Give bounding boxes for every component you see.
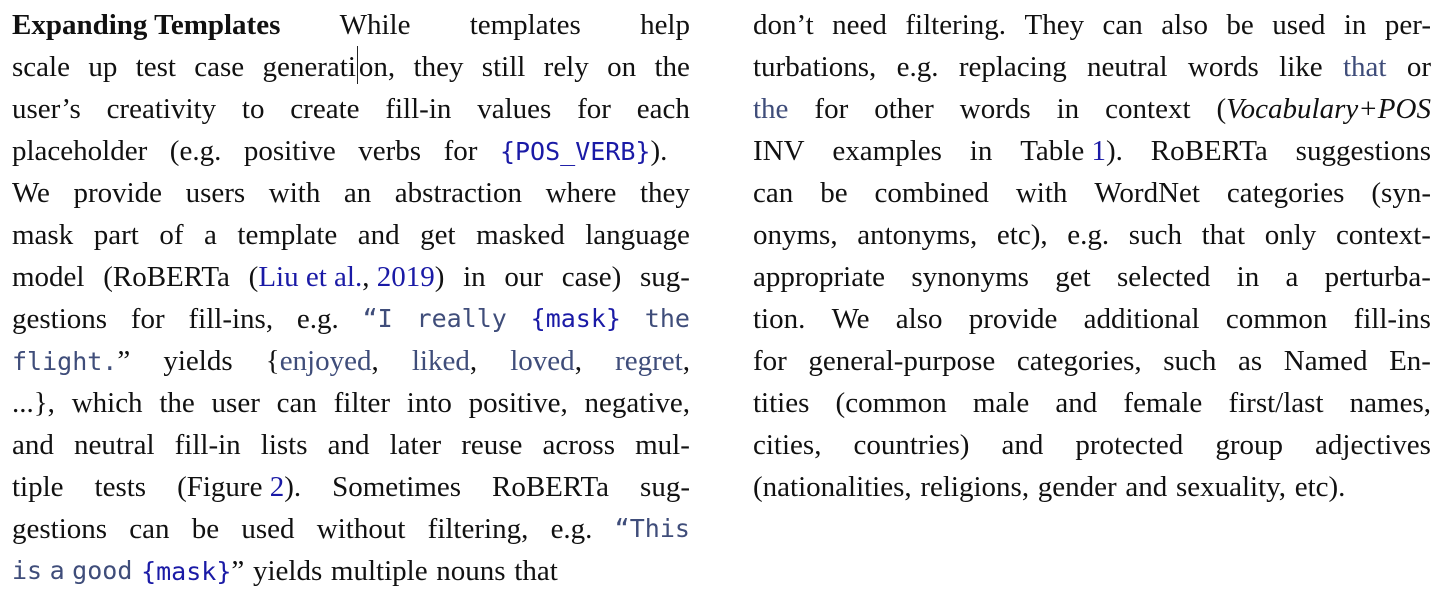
word: without bbox=[316, 513, 406, 545]
word: other bbox=[874, 93, 934, 125]
word: We bbox=[12, 177, 50, 209]
word: across bbox=[542, 429, 616, 461]
word: mask bbox=[12, 219, 74, 251]
word: also bbox=[895, 303, 943, 335]
word: While bbox=[339, 9, 411, 41]
word: rely bbox=[543, 51, 589, 83]
word: filter bbox=[333, 387, 390, 419]
word: (common bbox=[835, 387, 947, 419]
word: onyms, bbox=[753, 219, 838, 251]
word: countries) bbox=[853, 429, 970, 461]
word: (nationalities, bbox=[753, 471, 912, 503]
word: names, bbox=[1349, 387, 1431, 419]
left-text-line bbox=[12, 382, 690, 424]
word: and bbox=[327, 429, 370, 461]
word: multiple bbox=[330, 555, 428, 587]
word: ...}, bbox=[12, 387, 55, 419]
word: additional bbox=[1083, 303, 1200, 335]
word: for bbox=[577, 93, 611, 125]
word: (RoBERTa bbox=[103, 261, 230, 293]
word: {enjoyed, bbox=[265, 345, 379, 377]
word: can bbox=[1102, 9, 1143, 41]
word: a bbox=[1285, 261, 1299, 293]
word: language bbox=[585, 219, 690, 251]
word: be bbox=[1226, 9, 1254, 41]
word: e.g. bbox=[896, 51, 939, 83]
word: categories, bbox=[1016, 345, 1142, 377]
word: which bbox=[71, 387, 143, 419]
word: in bbox=[463, 261, 486, 293]
word: the bbox=[753, 93, 789, 125]
word: neutral bbox=[1087, 51, 1168, 83]
word: words bbox=[959, 93, 1031, 125]
word: templates bbox=[469, 9, 581, 41]
word: words bbox=[1187, 51, 1259, 83]
word: masked bbox=[476, 219, 565, 251]
word: get bbox=[1055, 261, 1091, 293]
word: They bbox=[1024, 9, 1085, 41]
right-text-line bbox=[753, 466, 1431, 508]
word: RoBERTa bbox=[1150, 135, 1268, 167]
word: sexuality, bbox=[1175, 471, 1287, 503]
word: context bbox=[1105, 93, 1191, 125]
word: (Liu et al., 2019) bbox=[248, 261, 445, 293]
word: Named bbox=[1283, 345, 1368, 377]
word: used bbox=[241, 513, 295, 545]
word: general-purpose bbox=[808, 345, 996, 377]
word: abstraction bbox=[394, 177, 523, 209]
word: that bbox=[514, 555, 558, 587]
word: En- bbox=[1389, 345, 1431, 377]
left-text-line bbox=[12, 256, 690, 298]
word: only bbox=[1264, 219, 1317, 251]
word: examples bbox=[832, 135, 942, 167]
word: neutral bbox=[73, 429, 155, 461]
word: need bbox=[832, 9, 887, 41]
word: placeholder bbox=[12, 135, 148, 167]
word: and bbox=[1055, 387, 1098, 419]
word: is bbox=[12, 556, 43, 585]
word: mul- bbox=[635, 429, 690, 461]
word: and bbox=[357, 219, 400, 251]
word: categories bbox=[1226, 177, 1345, 209]
left-text-line bbox=[12, 88, 690, 130]
word: into bbox=[406, 387, 452, 419]
left-text-line bbox=[12, 130, 690, 172]
word: tiple bbox=[12, 471, 64, 503]
word: per- bbox=[1384, 9, 1431, 41]
word: to bbox=[241, 93, 265, 125]
word: yields bbox=[252, 555, 323, 587]
right-text-line bbox=[753, 172, 1431, 214]
word: user bbox=[211, 387, 260, 419]
word: selected bbox=[1116, 261, 1211, 293]
word: sug- bbox=[639, 261, 690, 293]
word: for bbox=[443, 135, 478, 167]
word: a bbox=[204, 219, 217, 251]
word: synonyms bbox=[911, 261, 1029, 293]
left-text-line bbox=[12, 550, 690, 592]
word: male bbox=[972, 387, 1030, 419]
word: flight.” bbox=[12, 345, 131, 377]
word: common bbox=[1225, 303, 1328, 335]
word: “I bbox=[362, 304, 393, 333]
word: group bbox=[1215, 429, 1283, 461]
word: and bbox=[12, 429, 54, 461]
word: good bbox=[72, 556, 133, 585]
word: e.g. bbox=[550, 513, 593, 545]
word: in bbox=[1056, 93, 1080, 125]
left-text-line bbox=[12, 466, 690, 508]
word: nouns bbox=[436, 555, 506, 587]
paragraph-heading: Expanding Templates bbox=[12, 9, 281, 41]
word: provide bbox=[968, 303, 1058, 335]
right-text-line bbox=[753, 340, 1431, 382]
word: or bbox=[1406, 51, 1431, 83]
word: (syn- bbox=[1371, 177, 1431, 209]
word: “This bbox=[614, 514, 690, 543]
word: up bbox=[88, 51, 118, 83]
word: such bbox=[1128, 219, 1182, 251]
right-text-line bbox=[753, 214, 1431, 256]
left-text-line bbox=[12, 508, 690, 550]
word: help bbox=[640, 9, 690, 41]
word: really bbox=[416, 304, 507, 333]
word: the bbox=[644, 304, 690, 333]
word: provide bbox=[73, 177, 163, 209]
word: replacing bbox=[958, 51, 1067, 83]
word: case) bbox=[561, 261, 622, 293]
word: RoBERTa bbox=[491, 471, 610, 503]
word: creativity bbox=[106, 93, 217, 125]
word: verbs bbox=[358, 135, 422, 167]
word: first/last bbox=[1228, 387, 1324, 419]
word: tion. bbox=[753, 303, 806, 335]
word: suggestions bbox=[1295, 135, 1431, 167]
word: values bbox=[477, 93, 552, 125]
word: (e.g. bbox=[169, 135, 222, 167]
word: can bbox=[276, 387, 317, 419]
word: gestions bbox=[12, 303, 108, 335]
left-text-line bbox=[12, 46, 690, 88]
word: (Vocabulary+POS bbox=[1216, 93, 1431, 125]
word: tities bbox=[753, 387, 810, 419]
word: get bbox=[420, 219, 456, 251]
word: template bbox=[237, 219, 338, 251]
left-text-line bbox=[12, 340, 690, 382]
right-text-line bbox=[753, 88, 1431, 130]
word: a bbox=[49, 556, 65, 585]
word: filtering. bbox=[905, 9, 1007, 41]
left-text-line bbox=[12, 424, 690, 466]
word: protected bbox=[1075, 429, 1184, 461]
word: like bbox=[1279, 51, 1323, 83]
word: turbations, bbox=[753, 51, 877, 83]
word: that bbox=[1201, 219, 1246, 251]
right-text-line bbox=[753, 130, 1431, 172]
word: the bbox=[159, 387, 195, 419]
left-text-line bbox=[12, 298, 690, 340]
word: filtering, bbox=[427, 513, 529, 545]
word: fill-in bbox=[174, 429, 241, 461]
word: also bbox=[1161, 9, 1208, 41]
word: can bbox=[753, 177, 794, 209]
word: positive, bbox=[468, 387, 568, 419]
word: regret, bbox=[615, 345, 690, 377]
word: in bbox=[969, 135, 993, 167]
word: create bbox=[290, 93, 360, 125]
word: still bbox=[481, 51, 526, 83]
word: fill-ins, bbox=[188, 303, 274, 335]
left-text-line bbox=[12, 172, 690, 214]
word: can bbox=[129, 513, 170, 545]
word: etc), bbox=[996, 219, 1048, 251]
right-text-line bbox=[753, 382, 1431, 424]
word: gestions bbox=[12, 513, 108, 545]
word: {POS_VERB}). bbox=[499, 135, 668, 167]
word: tests bbox=[94, 471, 147, 503]
word: and bbox=[1001, 429, 1044, 461]
word: We bbox=[831, 303, 870, 335]
word: cities, bbox=[753, 429, 822, 461]
left-text-line bbox=[12, 214, 690, 256]
word: scale bbox=[12, 51, 70, 83]
word: reuse bbox=[461, 429, 523, 461]
word: model bbox=[12, 261, 85, 293]
word: part bbox=[93, 219, 139, 251]
word: loved, bbox=[510, 345, 582, 377]
right-text-line bbox=[753, 46, 1431, 88]
word: case bbox=[194, 51, 245, 83]
word: they bbox=[639, 177, 690, 209]
word: for bbox=[814, 93, 849, 125]
word: fill-in bbox=[385, 93, 452, 125]
word: don’t bbox=[753, 9, 814, 41]
word: users bbox=[185, 177, 246, 209]
word: of bbox=[159, 219, 184, 251]
word: gender bbox=[1037, 471, 1117, 503]
word: appropriate bbox=[753, 261, 886, 293]
word: Table 1). bbox=[1020, 135, 1123, 167]
text-cursor bbox=[357, 46, 358, 84]
word: each bbox=[636, 93, 690, 125]
word: where bbox=[545, 177, 617, 209]
word: in bbox=[1343, 9, 1367, 41]
word: sug- bbox=[640, 471, 690, 503]
word: WordNet bbox=[1094, 177, 1200, 209]
word: our bbox=[504, 261, 544, 293]
left-column bbox=[12, 4, 690, 592]
word: adjectives bbox=[1315, 429, 1431, 461]
word: perturba- bbox=[1324, 261, 1431, 293]
word: {mask}” bbox=[141, 555, 245, 587]
word: lists bbox=[260, 429, 308, 461]
word: context- bbox=[1335, 219, 1431, 251]
word: with bbox=[268, 177, 321, 209]
word: negative, bbox=[584, 387, 690, 419]
word: for bbox=[753, 345, 787, 377]
word: as bbox=[1237, 345, 1263, 377]
left-text-line bbox=[12, 4, 690, 46]
word: e.g. bbox=[296, 303, 339, 335]
word: etc). bbox=[1294, 471, 1346, 503]
right-text-line bbox=[753, 256, 1431, 298]
right-text-line bbox=[753, 4, 1431, 46]
word: in bbox=[1236, 261, 1260, 293]
word: (Figure 2). bbox=[177, 471, 302, 503]
word: and bbox=[1125, 471, 1168, 503]
word: for bbox=[130, 303, 165, 335]
word: be bbox=[820, 177, 848, 209]
word: they bbox=[413, 51, 464, 83]
word: yields bbox=[163, 345, 233, 377]
word: Sometimes bbox=[332, 471, 461, 503]
word: combined bbox=[874, 177, 989, 209]
word: an bbox=[343, 177, 372, 209]
word: e.g. bbox=[1067, 219, 1110, 251]
word: on bbox=[607, 51, 637, 83]
word: be bbox=[191, 513, 220, 545]
word: fill-ins bbox=[1353, 303, 1431, 335]
word: {mask} bbox=[530, 304, 621, 333]
word: user’s bbox=[12, 93, 81, 125]
word: antonyms, bbox=[857, 219, 978, 251]
word: that bbox=[1342, 51, 1387, 83]
word: positive bbox=[243, 135, 336, 167]
word: religions, bbox=[920, 471, 1030, 503]
word: the bbox=[654, 51, 690, 83]
right-text-line bbox=[753, 424, 1431, 466]
word: used bbox=[1272, 9, 1326, 41]
word: with bbox=[1015, 177, 1068, 209]
word: such bbox=[1163, 345, 1217, 377]
word: test bbox=[135, 51, 176, 83]
word: INV bbox=[753, 135, 805, 167]
word: later bbox=[389, 429, 442, 461]
right-text-line bbox=[753, 298, 1431, 340]
word: liked, bbox=[411, 345, 478, 377]
word: female bbox=[1123, 387, 1203, 419]
right-column bbox=[753, 4, 1431, 508]
word: generati on, bbox=[263, 46, 396, 88]
